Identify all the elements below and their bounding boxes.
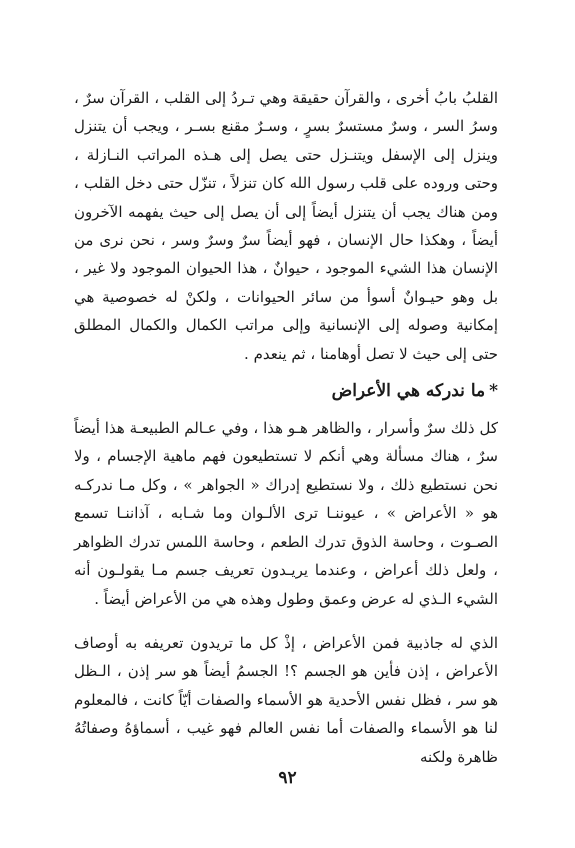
paragraph-1: القلبُ بابُ أخرى ، والقرآن حقيقة وهي تـردُ إلى القلب ، القرآن سرٌ ، وسرُ السر ، وسرٌ مستسرٌ بسرٍ ، وسـرٌ مقنع بسـر ، ويجب أن يتنزل وينزل إلى الإسفل ويتنـزل حتى يصل إلى هـذه المراتب النـازلة ، وحتى وروده على قلب رسول الله كان تنزلاً ، تنزّل حتى دخل القلب ، ومن هناك يجب أن يتنزل أيضاً إلى أن يصل إلى حيث يفهمه الآخرون أيضاً ، وهكذا حال الإنسان ، فهو أيضاً سرٌ وسرٌ وسر ، نحن نرى من الإنسان هذا الشيء الموجود ، حيوانٌ ، هذا الحيوان الموجود ولا غير ، بل وهو حيـوانٌ أسوأ من سائر الحيوانات ، ولكنْ له خصوصية هي إمكانية وصوله إلى الإنسانية وإلى مراتب الكمال والكمال المطلق حتى إلى حيث لا تصل أوهامنا ، ثم ينعدم . [74, 89, 498, 363]
section-heading [74, 374, 498, 408]
page-body [74, 84, 498, 771]
heading-text: ما ندركه هي الأعراض [331, 381, 486, 402]
heading-star: * [489, 381, 498, 402]
page-number: ٩٢ [278, 768, 297, 788]
paragraph-3: الذي له جاذبية فمن الأعراض ، إذْ كل ما تريدون تعريفه به أوصاف الأعراض ، إذن فأين هو الجسم ؟! الجسمُ أيضاً هو سر إذن ، الـظل هو سر ، فظل نفس الأحدية هو الأسماء والصفات أيّاً كانت ، فالمعلوم لنا هو الأسماء والصفات أما نفس العالم فهو غيب ، أسماؤهُ وصفاتُهُ ظاهرة ولكنه [74, 633, 498, 766]
paragraph-2: كل ذلك سرٌ وأسرار ، والظاهر هـو هذا ، وفي عـالم الطبيعـة هذا أيضاً سرٌ ، هناك مسألة وهي أنكم لا تستطيعون فهم ماهية الإجسام ، ولا نحن نستطيع ذلك ، ولا نستطيع إدراك « الجواهر » ، وكل مـا ندركـه هو « الأعراض » ، عيوننـا ترى الألـوان وما شـابه ، آذاننـا تسمع الصـوت ، وحاسة الذوق تدرك الطعم ، وحاسة اللمس تدرك الظواهر ، ولعل ذلك أعراض ، وعندما يريـدون تعريف جسم مـا يقولـون أنه الشيء الـذي له عرض وعمق وطول وهذه هي من الأعراض أيضاً . [74, 419, 498, 608]
